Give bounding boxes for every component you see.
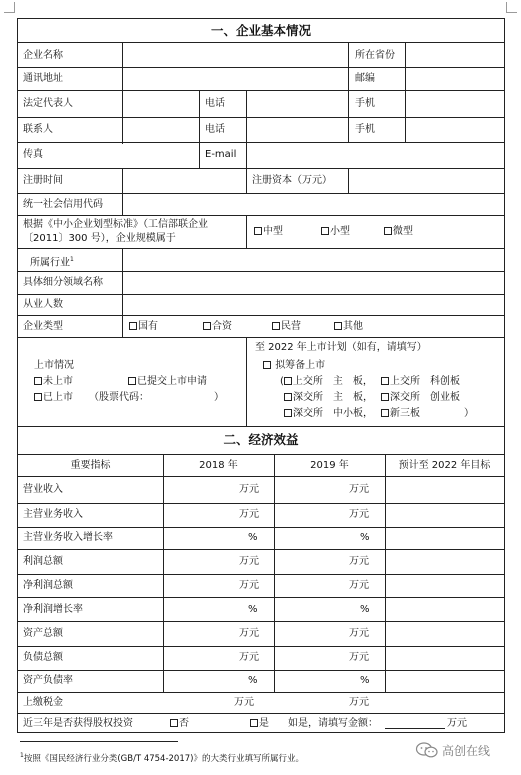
enterprise-form-table — [17, 18, 505, 733]
row-label-total-assets: 资产总额 — [23, 628, 63, 639]
size-option-micro[interactable]: 微型 — [384, 225, 413, 238]
province-label: 所在省份 — [355, 50, 395, 61]
unit-2019: % — [360, 675, 370, 686]
checkbox[interactable] — [170, 719, 178, 727]
listing-plan-title: 至 2022 年上市计划（如有，请填写） — [255, 342, 427, 353]
unit-2019: % — [360, 604, 370, 615]
plan-szse-sme-option[interactable]: 深交所 中小板， — [284, 407, 373, 420]
checkbox[interactable] — [203, 322, 211, 330]
listing-status-title: 上市情况 — [34, 360, 74, 371]
unit-2018: % — [248, 675, 258, 686]
equity-amount-unit: 万元 — [447, 718, 467, 729]
checkbox[interactable] — [384, 227, 392, 235]
page-corner-mark — [4, 2, 15, 13]
checkbox[interactable] — [254, 227, 262, 235]
checkbox[interactable] — [34, 393, 42, 401]
company-name-label: 企业名称 — [23, 50, 63, 61]
checkbox[interactable] — [263, 361, 271, 369]
listing-listed-option[interactable]: 已上市 — [34, 391, 73, 404]
unit-2019: 万元 — [349, 697, 369, 708]
row-label-total-liabilities: 负债总额 — [23, 652, 63, 663]
equity-yes-option[interactable]: 是 — [250, 717, 269, 730]
unit-2018: 万元 — [239, 580, 259, 591]
unit-2019: 万元 — [349, 484, 369, 495]
plan-neeq-option[interactable]: 新三板 — [381, 407, 420, 420]
mobile-label: 手机 — [355, 124, 375, 135]
header-2022-target: 预计至 2022 年目标 — [398, 460, 491, 471]
header-2018: 2018 年 — [199, 460, 238, 471]
row-label-taxes-paid: 上缴税金 — [23, 697, 63, 708]
row-label-debt-ratio: 资产负债率 — [23, 675, 73, 686]
footnote: $^1$按照《国民经济行业分类(GB/T 4754-2017)》的大类行业填写所属行业。 — [20, 752, 304, 764]
watermark: 高创在线 — [415, 742, 490, 759]
checkbox[interactable] — [284, 393, 292, 401]
size-label-line1: 根据《中小企业划型标准》（工信部联企业 — [23, 219, 208, 230]
zip-label: 邮编 — [355, 73, 375, 84]
address-label: 通讯地址 — [23, 73, 63, 84]
unit-2019: 万元 — [349, 652, 369, 663]
equity-amount-hint: 如是，请填写金额： — [288, 718, 378, 729]
plan-sse-main-option[interactable]: ( 上交所 主 板， — [280, 376, 373, 387]
unit-2019: % — [360, 532, 370, 543]
wechat-icon — [415, 742, 439, 758]
checkbox[interactable] — [272, 322, 280, 330]
stock-code-field[interactable]: （股票代码： ） — [89, 392, 224, 403]
header-2019: 2019 年 — [310, 460, 349, 471]
contact-label: 联系人 — [23, 124, 53, 135]
listing-not-listed-option[interactable]: 未上市 — [34, 375, 73, 388]
unit-2019: 万元 — [349, 556, 369, 567]
row-label-main-revenue: 主营业务收入 — [23, 509, 83, 520]
page-corner-mark — [506, 2, 517, 13]
size-option-medium[interactable]: 中型 — [254, 225, 283, 238]
unit-2019: 万元 — [349, 509, 369, 520]
unit-2018: 万元 — [239, 484, 259, 495]
plan-szse-gem-option[interactable]: 深交所 创业板 — [381, 391, 460, 404]
checkbox[interactable] — [381, 377, 389, 385]
size-option-small[interactable]: 小型 — [321, 225, 350, 238]
phone-label: 电话 — [205, 98, 225, 109]
section-title-economic-benefits: 二、经济效益 — [223, 432, 299, 447]
type-option-state[interactable]: 国有 — [129, 320, 158, 333]
row-label-net-profit-growth: 净利润增长率 — [23, 604, 83, 615]
listing-applied-option[interactable]: 已提交上市申请 — [128, 375, 207, 388]
row-label-net-profit: 净利润总额 — [23, 580, 73, 591]
checkbox[interactable] — [128, 377, 136, 385]
size-label-line2: 〔2011〕300 号），企业规模属于 — [23, 233, 176, 244]
plan-close-paren: ） — [464, 408, 474, 419]
email-label: E-mail — [205, 149, 237, 160]
header-key-indicator: 重要指标 — [70, 460, 111, 471]
unit-2018: 万元 — [234, 697, 254, 708]
section-title-basic-info: 一、企业基本情况 — [210, 23, 311, 38]
enterprise-type-label: 企业类型 — [23, 321, 63, 332]
checkbox[interactable] — [381, 393, 389, 401]
equity-no-option[interactable]: 否 — [170, 717, 189, 730]
equity-investment-label: 近三年是否获得股权投资 — [23, 718, 133, 729]
plan-szse-main-option[interactable]: 深交所 主 板， — [284, 391, 373, 404]
unit-2018: 万元 — [239, 652, 259, 663]
unit-2018: % — [248, 532, 258, 543]
unit-2018: 万元 — [239, 628, 259, 639]
checkbox[interactable] — [34, 377, 42, 385]
checkbox[interactable] — [284, 409, 292, 417]
row-label-revenue: 营业收入 — [23, 484, 63, 495]
unit-2018: % — [248, 604, 258, 615]
unit-2019: 万元 — [349, 628, 369, 639]
checkbox[interactable] — [321, 227, 329, 235]
checkbox[interactable] — [284, 377, 292, 385]
listing-plan-prepare-option[interactable]: 拟筹备上市 — [263, 359, 325, 372]
type-option-other[interactable]: 其他 — [334, 320, 363, 333]
plan-sse-star-option[interactable]: 上交所 科创板 — [381, 375, 460, 388]
checkbox[interactable] — [250, 719, 258, 727]
unit-2019: 万元 — [349, 580, 369, 591]
row-label-main-revenue-growth: 主营业务收入增长率 — [23, 532, 113, 543]
equity-amount-input[interactable] — [385, 728, 445, 729]
footnote-divider — [20, 741, 178, 742]
checkbox[interactable] — [381, 409, 389, 417]
mobile-label: 手机 — [355, 98, 375, 109]
type-option-jv[interactable]: 合资 — [203, 320, 232, 333]
type-option-private[interactable]: 民营 — [272, 320, 301, 333]
fax-label: 传真 — [23, 149, 43, 160]
reg-date-label: 注册时间 — [23, 175, 63, 186]
row-label-total-profit: 利润总额 — [23, 556, 63, 567]
credit-code-label: 统一社会信用代码 — [23, 199, 103, 210]
reg-capital-label: 注册资本（万元） — [252, 175, 332, 186]
employees-label: 从业人数 — [23, 299, 63, 310]
checkbox[interactable] — [334, 322, 342, 330]
checkbox[interactable] — [129, 322, 137, 330]
phone-label: 电话 — [205, 124, 225, 135]
unit-2018: 万元 — [239, 556, 259, 567]
industry-label: 所属行业$^1$ — [30, 256, 74, 269]
subfield-label: 具体细分领域名称 — [23, 277, 103, 288]
unit-2018: 万元 — [239, 509, 259, 520]
legal-rep-label: 法定代表人 — [23, 98, 73, 109]
